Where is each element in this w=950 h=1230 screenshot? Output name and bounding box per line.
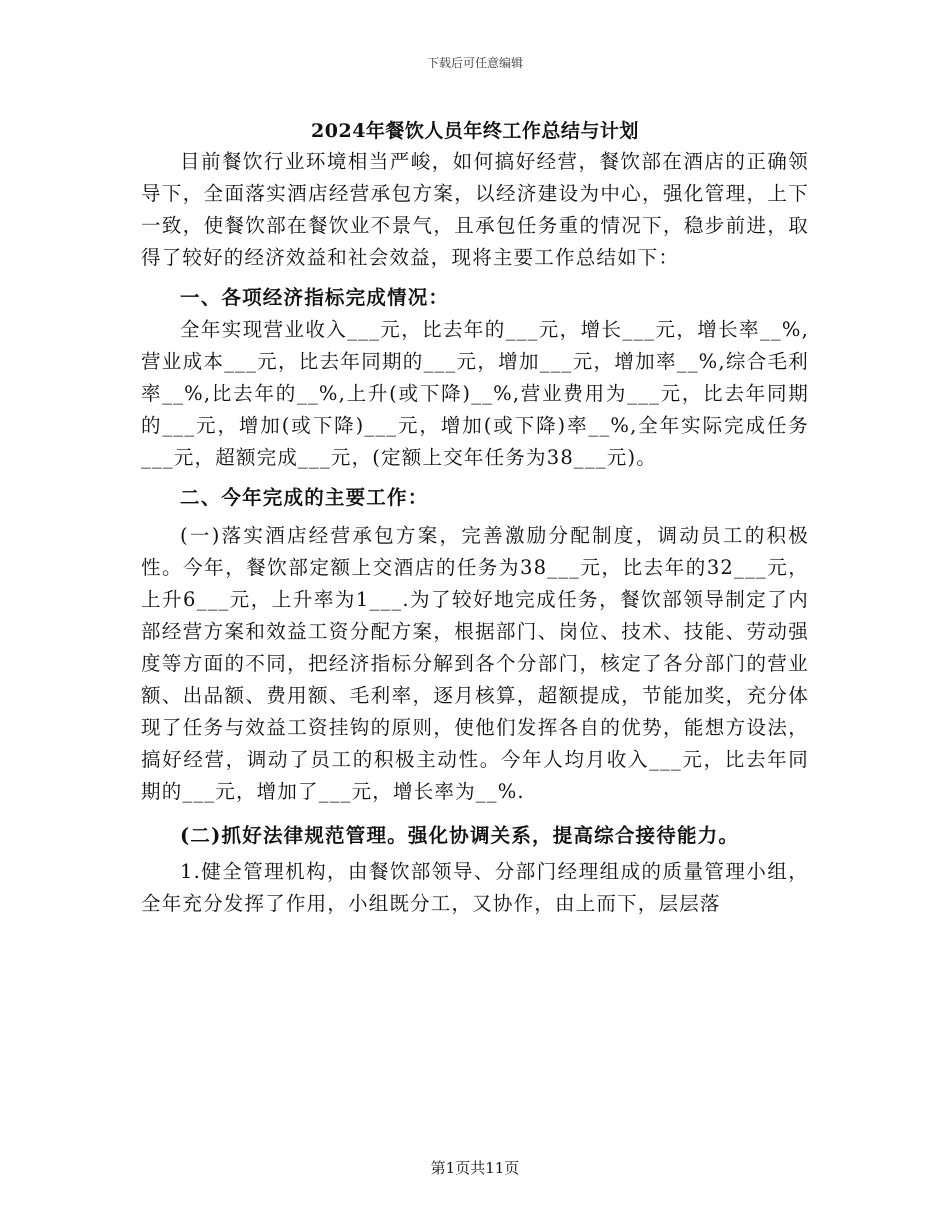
section-heading-2: 二、今年完成的主要工作：	[180, 486, 429, 509]
header-note: 下载后可任意编辑	[426, 56, 523, 70]
intro-paragraph: 目前餐饮行业环境相当严峻，如何搞好经营，餐饮部在酒店的正确领导下，全面落实酒店经营承包方案，以经济建设为中心，强化管理，上下一致，使餐饮部在餐饮业不景气，且承包任务重的情况下，稳步前进，取得了较好的经济效益和社会效益，现将主要工作总结如下：	[141, 150, 809, 269]
document-body	[141, 146, 809, 920]
subsection-heading-2: (二)抓好法律规范管理。强化协调关系，提高综合接待能力。	[180, 824, 740, 847]
document-title: 2024年餐饮人员年终工作总结与计划	[311, 120, 639, 142]
management-paragraph: 1.健全管理机构，由餐饮部领导、分部门经理组成的质量管理小组，全年充分发挥了作用，小组既分工，又协作，由上而下，层层落	[141, 860, 809, 915]
page-footer: 第1页共11页	[430, 1159, 520, 1177]
section-heading-1: 一、各项经济指标完成情况：	[180, 286, 450, 309]
contract-plan-paragraph: (一)落实酒店经营承包方案，完善激励分配制度，调动员工的积极性。今年，餐饮部定额上交酒店的任务为38___元，比去年的32___元，上升6___元，上升率为1___.为了较好地完成任务，餐饮部领导制定了内部经营方案和效益工资分配方案，根据部门、岗位、技术、技能、劳动强度等方面的不同，把经济指标分解到各个分部门，核定了各分部门的营业额、出品额、费用额、毛利率，逐月核算，超额提成，节能加奖，充分体现了任务与效益工资挂钩的原则，使他们发挥各自的优势，能想方设法，搞好经营，调动了员工的积极主动性。今年人均月收入___元，比去年同期的___元，增加了___元，增长率为__%.	[141, 524, 809, 803]
economic-indicators-paragraph: 全年实现营业收入___元，比去年的___元，增长___元，增长率__%,营业成本___元，比去年同期的___元，增加___元，增加率__%,综合毛利率__%,比去年的__%,上升(或下降)__%,营业费用为___元，比去年同期的___元，增加(或下降)___元，增加(或下降)率__%,全年实际完成任务___元，超额完成___元，(定额上交年任务为38___元)。	[141, 318, 809, 469]
